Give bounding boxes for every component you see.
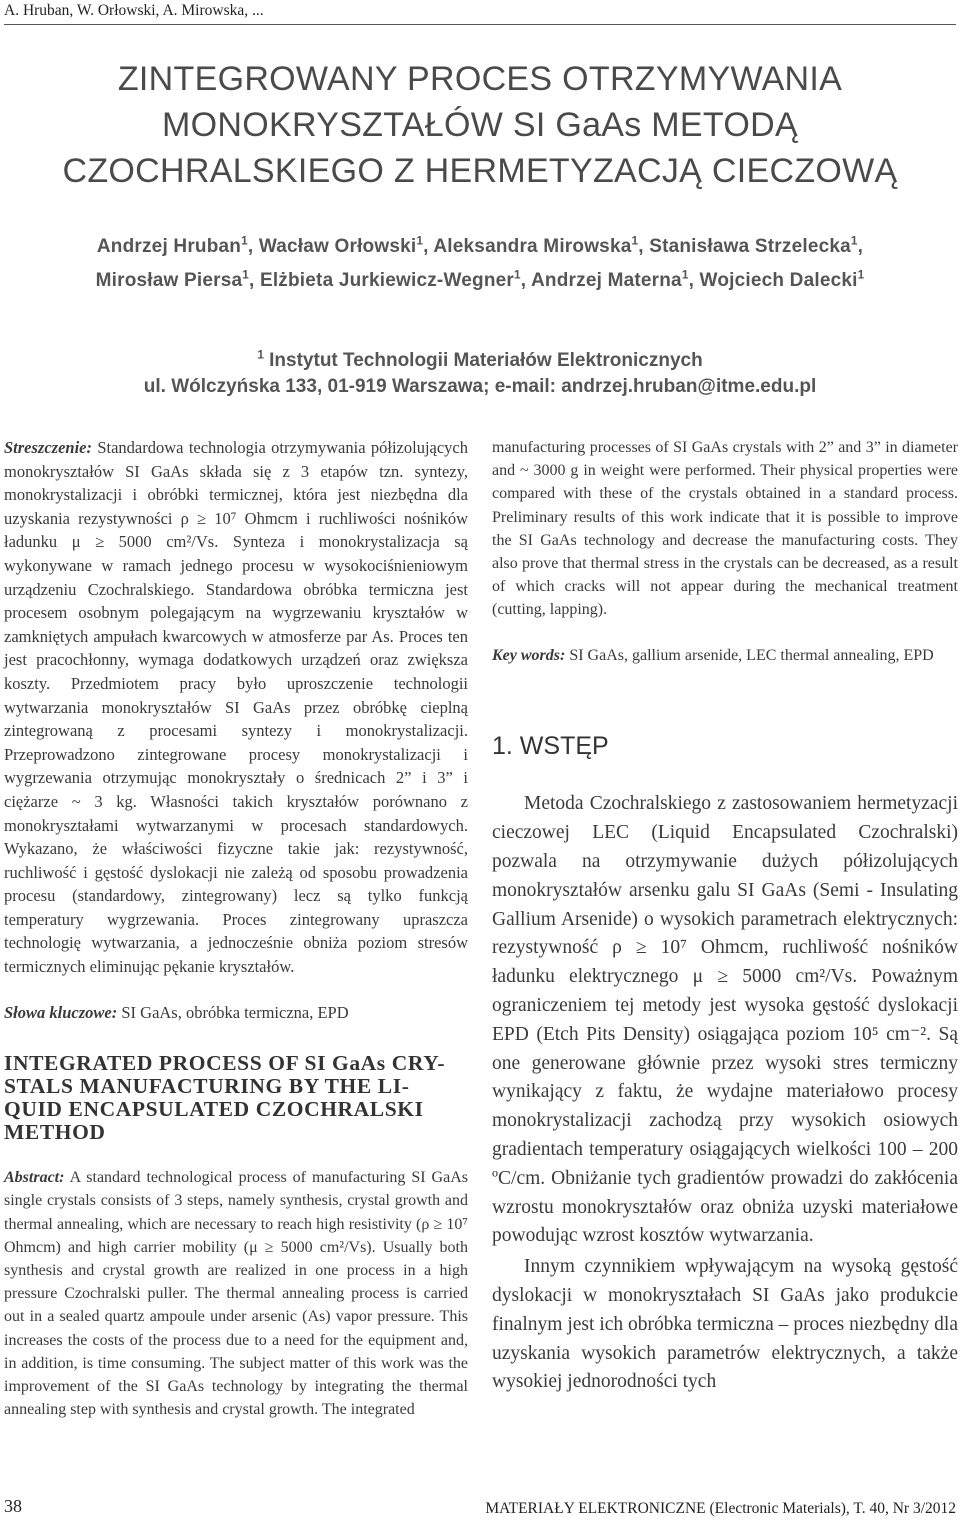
affiliation xyxy=(0,348,960,400)
affiliation-mark: 1 xyxy=(631,234,639,248)
author-name: Wacław Orłowski xyxy=(258,236,417,257)
journal-footer: MATERIAŁY ELEKTRONICZNE (Electronic Materials), T. 40, Nr 3/2012 xyxy=(485,1500,956,1517)
affiliation-mark: 1 xyxy=(857,268,865,282)
author-line-2: Mirosław Piersa$^1$, Elżbieta Jurkiewicz-Wegner$^1$, Andrzej Materna$^1$, Wojciech Dalecki$^1$ xyxy=(95,268,865,291)
author-list xyxy=(0,230,960,298)
affiliation-mark: 1 xyxy=(241,234,248,248)
page-number: 38 xyxy=(4,1496,22,1516)
slowa-kluczowe-text: SI GaAs, obróbka termiczna, EPD xyxy=(121,1002,349,1022)
key-words xyxy=(492,644,958,667)
header-rule xyxy=(4,24,956,25)
intro-paragraph-1: Metoda Czochralskiego z zastosowaniem hermetyzacji cieczowej LEC (Liquid Encapsulated Czochralski) pozwala na otrzymywanie dużych półizolujących monokryształów arsenku galu SI GaAs (Semi - Insulating Gallium Arsenide) o wysokich parametrach elektrycznych: rezystywność ρ ≥ 10⁷ Ohmcm, ruchliwość nośników ładunku elektrycznego μ ≥ 5000 cm²/Vs. Poważnym ograniczeniem tej metody jest wysoka gęstość dyslokacji EPD (Etch Pits Density) osiągająca poziom 10⁵ cm⁻². Są one generowane głównie przez wysoki stres termiczny wynikający z faktu, że wydajne materiałowo procesy monokrystalizacji zachodzą przy wysokich osiowych gradientach temperatury osiągających wielkości 100 – 200 ºC/cm. Obniżanie tych gradientów prowadzi do zakłócenia wzrostu monokryształów oraz obniża uzyski materiałowe powodując wzrost kosztów wytwarzania. xyxy=(492,793,958,1247)
english-title xyxy=(4,1052,468,1144)
key-words-text: SI GaAs, gallium arsenide, LEC thermal annealing, EPD xyxy=(569,646,934,664)
streszczenie-text: Standardowa technologia otrzymywania półizolujących monokryształów SI GaAs składa się z 3 etapów tzn. syntezy, monokrystalizacji i obróbki termicznej, która jest niezbędna dla uzyskania rezystywności ρ ≥ 10⁷ Ohmcm i ruchliwości nośników ładunku μ ≥ 5000 cm²/Vs. Synteza i monokrystalizacja są wykonywane w ramach jednego procesu w wysokociśnieniowym urządzeniu Czochralskiego. Standardowa obróbka termiczna jest procesem osobnym polegającym na wygrzewaniu kryształów w zamkniętych ampułach kwarcowych w atmosferze par As. Proces ten jest pracochłonny, wymaga dodatkowych urządzeń oraz zwiększa koszty. Przedmiotem pracy było uproszczenie technologii wytwarzania monokryształów SI GaAs przez obróbkę cieplną zintegrowaną z procesami syntezy i monokrystalizacji. Przeprowadzono zintegrowane procesy monokrystalizacji i wygrzewania otrzymując monokryształy o średnicach 2” i 3” i ciężarze ~ 3 kg. Własności takich kryształów porównano z monokryształami wytwarzanymi w procesach standardowych. Wykazano, że właściwości fizyczne takie jak: rezystywność, ruchliwość i gęstość dyslokacji nie zależą od sposobu prowadzenia procesu (standardowy, zintegrowany) lecz są tylko funkcją temperatury wygrzewania. Proces zintegrowany upraszcza technologię wytwarzania, a jednocześnie obniża poziom stresów termicznych eliminując pękanie kryształów. xyxy=(4,438,468,977)
streszczenie-label: Streszczenie: xyxy=(4,438,92,457)
title-line: MONOKRYSZTAŁÓW SI GaAs METODĄ xyxy=(162,106,798,144)
title-line: ZINTEGROWANY PROCES OTRZYMYWANIA xyxy=(117,60,843,98)
abstract-paragraph xyxy=(4,1166,468,1421)
abstract-continuation: manufacturing processes of SI GaAs crystals with 2” and 3” in diameter and ~ 3000 g in weight were performed. Their physical properties were compared with these of the crystals obtained in a standard process. Preliminary results of this work indicate that it is possible to improve the SI GaAs technology and decrease the manufacturing costs. They also prove that thermal stress in the crystals can be decreased, as a result of which cracks will not appear during the mechanical treatment (cutting, lapping). xyxy=(492,439,958,619)
affiliation-address: ul. Wólczyńska 133, 01-919 Warszawa; e-mail: andrzej.hruban@itme.edu.pl xyxy=(143,376,817,397)
affiliation-mark: 1 xyxy=(257,348,264,362)
affiliation-mark: 1 xyxy=(681,268,689,282)
affiliation-mark: 1 xyxy=(416,234,424,248)
slowa-kluczowe-label: Słowa kluczowe: xyxy=(4,1002,118,1022)
author-name: Aleksandra Mirowska xyxy=(433,236,632,257)
author-line-1: Andrzej Hruban$^1$, Wacław Orłowski$^1$, Aleksandra Mirowska$^1$, Stanisława Strzelecka$^1$, xyxy=(96,234,864,257)
author-name: Mirosław Piersa xyxy=(95,270,243,291)
author-name: Wojciech Dalecki xyxy=(699,270,858,291)
article-title xyxy=(0,56,960,194)
affiliation-mark: 1 xyxy=(242,268,249,282)
abstract-label: Abstract: xyxy=(4,1169,65,1187)
affiliation-institute: $^1$ Instytut Technologii Materiałów Elektronicznych xyxy=(257,348,703,371)
english-title-line: INTEGRATED PROCESS OF SI GaAs CRY- xyxy=(4,1051,446,1076)
english-title-line: STALS MANUFACTURING BY THE LI- xyxy=(4,1074,410,1099)
abstract-text: A standard technological process of manufacturing SI GaAs single crystals consists of 3 steps, namely synthesis, crystal growth and thermal annealing, which are necessary to reach high resistivity (ρ ≥ 10⁷ Ohmcm) and high carrier mobility (μ ≥ 5000 cm²/Vs). Usually both synthesis and crystal growth are realized in one process in a high pressure Czochralski puller. The thermal annealing process is carried out in a sealed quartz ampoule under arsenic (As) vapor pressure. This increases the costs of the process due to a need for the equipment and, in addition, is time consuming. The subject matter of this work was the improvement of the SI GaAs technology by integrating the thermal annealing step with synthesis and crystal growth. The integrated xyxy=(4,1169,468,1419)
running-head: A. Hruban, W. Orłowski, A. Mirowska, ... xyxy=(4,2,264,19)
affiliation-mark: 1 xyxy=(850,234,858,248)
author-name: Andrzej Materna xyxy=(531,270,682,291)
slowa-kluczowe xyxy=(4,1001,468,1025)
english-title-line: QUID ENCAPSULATED CZOCHRALSKI xyxy=(4,1097,424,1122)
section-heading: 1. WSTĘP xyxy=(492,731,609,760)
left-column xyxy=(4,436,468,1421)
streszczenie-paragraph xyxy=(4,436,468,979)
english-title-line: METHOD xyxy=(4,1120,106,1145)
intro-paragraph-2: Innym czynnikiem wpływającym na wysoką gęstość dyslokacji w monokryształach SI GaAs jako produkcie finalnym jest ich obróbka termiczna – proces niezbędny dla uzyskania wysokich parametrów elektrycznych, a także wysokiej jednorodności tych xyxy=(492,1256,958,1393)
author-name: Elżbieta Jurkiewicz-Wegner xyxy=(259,270,514,291)
right-column xyxy=(492,436,958,1397)
key-words-label: Key words: xyxy=(492,646,566,664)
title-line: CZOCHRALSKIEGO Z HERMETYZACJĄ CIECZOWĄ xyxy=(62,152,898,190)
affiliation-mark: 1 xyxy=(514,268,521,282)
author-name: Stanisława Strzelecka xyxy=(649,236,851,257)
author-name: Andrzej Hruban xyxy=(96,236,242,257)
